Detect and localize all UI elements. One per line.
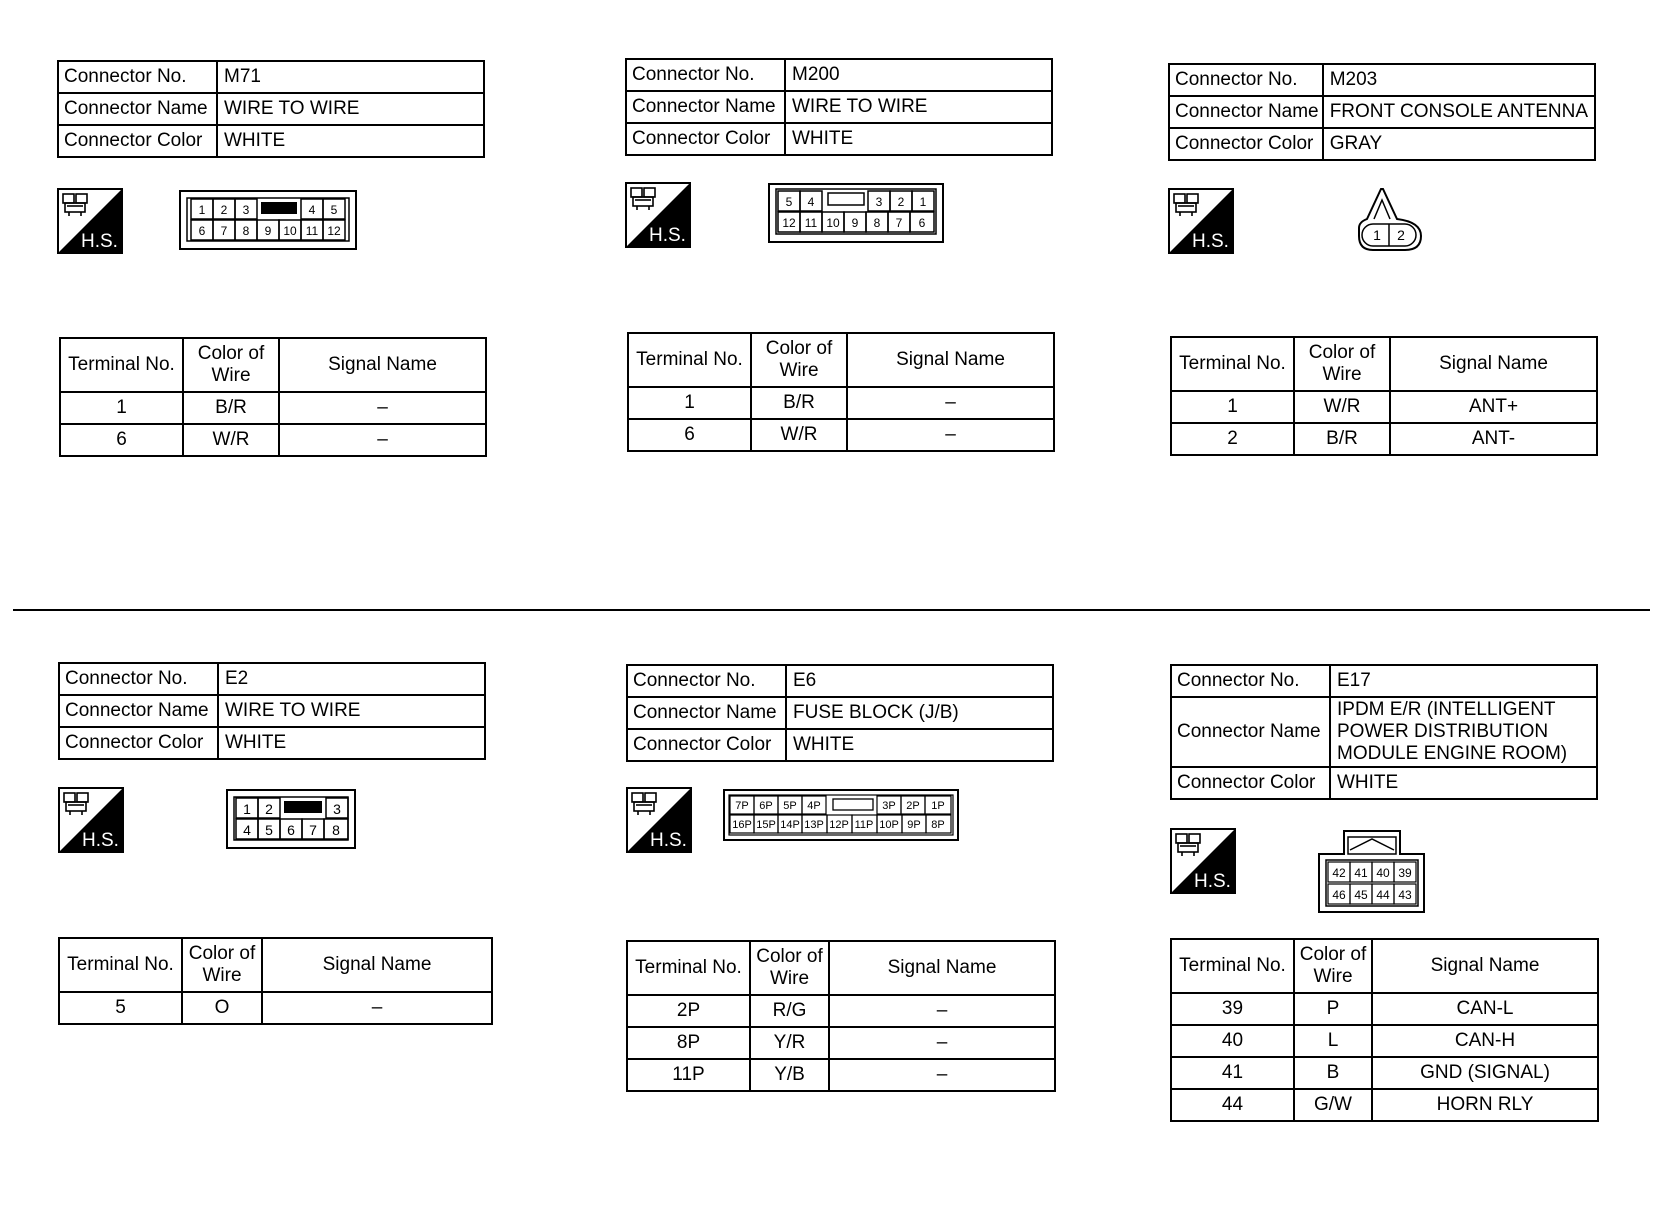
pin-label: 16P: [732, 819, 752, 831]
pin-label: 44: [1376, 888, 1390, 902]
pin-label: 4: [308, 203, 316, 217]
wire-color-cell: Y/B: [750, 1059, 829, 1091]
connector-info-table: [1170, 664, 1598, 800]
pin-label: 11: [305, 224, 319, 238]
pin-label: 12: [782, 216, 796, 230]
table-row: [1171, 1057, 1598, 1089]
pin-label: 5: [330, 203, 338, 217]
terminal-cell: 2P: [627, 995, 750, 1027]
row-connector-name: [59, 695, 485, 727]
connector-name-label: Connector Name: [1169, 96, 1323, 128]
pin-label: 3: [875, 195, 883, 209]
pin-label: 11: [804, 216, 818, 230]
connector-name-label: Connector Name: [626, 91, 785, 123]
connector-no-label: Connector No.: [58, 61, 217, 93]
connector-name-value: WIRE TO WIRE: [218, 695, 485, 727]
connector-panel-m71: [57, 60, 497, 460]
connector-panel-m203: [1168, 63, 1608, 463]
terminal-cell: 11P: [627, 1059, 750, 1091]
terminal-table-header: [1171, 337, 1597, 391]
pin-label: 45: [1354, 888, 1368, 902]
table-row: [627, 995, 1055, 1027]
terminal-cell: 1: [60, 392, 183, 424]
pin-label: 1: [198, 203, 206, 217]
wire-color-cell: L: [1294, 1025, 1372, 1057]
terminal-table: [58, 937, 493, 1025]
connector-no-label: Connector No.: [1169, 64, 1323, 96]
connector-name-value: WIRE TO WIRE: [217, 93, 484, 125]
terminal-cell: 8P: [627, 1027, 750, 1059]
connector-color-label: Connector Color: [58, 125, 217, 157]
row-connector-no: [1169, 64, 1595, 96]
connector-color-label: Connector Color: [1169, 128, 1323, 160]
table-row: [1171, 993, 1598, 1025]
connector-panel-e6: [626, 664, 1066, 1104]
connector-no-label: Connector No.: [59, 663, 218, 695]
signal-cell: –: [279, 424, 486, 456]
pin-label: 1P: [931, 800, 945, 812]
pin-label: 5: [265, 822, 273, 838]
connector-panel-m200: [625, 58, 1065, 458]
pin-label: 7: [309, 822, 317, 838]
connector-name-label: Connector Name: [58, 93, 217, 125]
pin-label: 42: [1332, 866, 1346, 880]
connector-face-diagram: [768, 183, 946, 245]
row-connector-color: [1171, 767, 1597, 799]
wire-color-cell: B/R: [1294, 423, 1390, 455]
signal-cell: –: [262, 992, 492, 1024]
harness-side-icon: [1168, 188, 1234, 254]
terminal-no-header: Terminal No.: [60, 338, 183, 392]
table-row: [627, 1027, 1055, 1059]
connector-name-value: FUSE BLOCK (J/B): [786, 697, 1053, 729]
connector-info-table: [57, 60, 485, 158]
wire-color-header: Color of Wire: [182, 938, 262, 992]
signal-cell: –: [279, 392, 486, 424]
pin-label: 4: [243, 822, 251, 838]
pin-label: 12: [327, 224, 341, 238]
pin-label: 6: [198, 224, 206, 238]
pin-label: 10: [826, 216, 840, 230]
terminal-table-header: [1171, 939, 1598, 993]
wire-color-cell: B/R: [183, 392, 279, 424]
pin-label: 10P: [879, 819, 899, 831]
connector-color-value: WHITE: [217, 125, 484, 157]
terminal-cell: 41: [1171, 1057, 1294, 1089]
row-connector-name: [626, 91, 1052, 123]
wire-color-cell: W/R: [1294, 391, 1390, 423]
pin-label: 1: [1373, 227, 1381, 243]
connector-name-label: Connector Name: [1171, 697, 1330, 767]
wire-color-header: Color of Wire: [751, 333, 847, 387]
wire-color-cell: P: [1294, 993, 1372, 1025]
connector-name-value: WIRE TO WIRE: [785, 91, 1052, 123]
table-row: [1171, 1089, 1598, 1121]
terminal-cell: 5: [59, 992, 182, 1024]
connector-color-value: WHITE: [218, 727, 485, 759]
wire-color-cell: Y/R: [750, 1027, 829, 1059]
connector-name-label: Connector Name: [59, 695, 218, 727]
connector-name-value: IPDM E/R (INTELLIGENT POWER DISTRIBUTION MODULE ENGINE ROOM): [1330, 697, 1597, 767]
wire-color-header: Color of Wire: [183, 338, 279, 392]
pin-label: 40: [1376, 866, 1390, 880]
pin-label: 8: [242, 224, 250, 238]
harness-side-icon: [1170, 828, 1236, 894]
signal-cell: –: [847, 419, 1054, 451]
row-connector-color: [626, 123, 1052, 155]
terminal-no-header: Terminal No.: [627, 941, 750, 995]
connector-face-diagram: [1318, 830, 1426, 914]
connector-panel-e17: [1170, 664, 1610, 1144]
terminal-cell: 6: [628, 419, 751, 451]
signal-cell: –: [847, 387, 1054, 419]
terminal-cell: 1: [628, 387, 751, 419]
connector-color-label: Connector Color: [626, 123, 785, 155]
terminal-no-header: Terminal No.: [1171, 939, 1294, 993]
row-connector-no: [58, 61, 484, 93]
pin-label: 7P: [735, 800, 749, 812]
wire-color-header: Color of Wire: [750, 941, 829, 995]
row-connector-no: [627, 665, 1053, 697]
terminal-table-header: [628, 333, 1054, 387]
connector-no-label: Connector No.: [626, 59, 785, 91]
wire-color-cell: G/W: [1294, 1089, 1372, 1121]
connector-info-table: [626, 664, 1054, 762]
pin-label: 9: [851, 216, 859, 230]
pin-label: 3P: [882, 800, 896, 812]
connector-color-value: WHITE: [785, 123, 1052, 155]
terminal-table: [627, 332, 1055, 452]
row-connector-no: [1171, 665, 1597, 697]
terminal-no-header: Terminal No.: [628, 333, 751, 387]
signal-name-header: Signal Name: [262, 938, 492, 992]
wire-color-cell: O: [182, 992, 262, 1024]
terminal-table: [59, 337, 487, 457]
row-connector-name: [58, 93, 484, 125]
pin-label: 8: [332, 822, 340, 838]
harness-side-icon: [58, 787, 124, 853]
pin-label: 10: [283, 224, 297, 238]
pin-label: 2: [220, 203, 228, 217]
signal-cell: ANT+: [1390, 391, 1597, 423]
pin-label: 8P: [931, 819, 945, 831]
terminal-cell: 6: [60, 424, 183, 456]
connector-info-table: [58, 662, 486, 760]
pin-label: 43: [1398, 888, 1412, 902]
signal-cell: CAN-H: [1372, 1025, 1598, 1057]
row-connector-no: [59, 663, 485, 695]
row-connector-color: [1169, 128, 1595, 160]
connector-face-diagram: [179, 190, 359, 252]
terminal-no-header: Terminal No.: [59, 938, 182, 992]
pin-label: 2: [1397, 227, 1405, 243]
pin-label: 4P: [807, 800, 821, 812]
pin-label: 2P: [906, 800, 920, 812]
row-connector-name: [1171, 697, 1597, 767]
connector-color-value: WHITE: [786, 729, 1053, 761]
connector-info-table: [1168, 63, 1596, 161]
connector-color-label: Connector Color: [627, 729, 786, 761]
wire-color-header: Color of Wire: [1294, 337, 1390, 391]
pin-label: 3: [242, 203, 250, 217]
table-row: [628, 387, 1054, 419]
pin-label: 46: [1332, 888, 1346, 902]
row-connector-color: [58, 125, 484, 157]
wire-color-cell: W/R: [751, 419, 847, 451]
terminal-cell: 44: [1171, 1089, 1294, 1121]
connector-no-value: M71: [217, 61, 484, 93]
pin-label: 2: [265, 801, 273, 817]
row-connector-name: [627, 697, 1053, 729]
pin-label: 41: [1354, 866, 1368, 880]
pin-label: 11P: [854, 819, 874, 831]
connector-no-label: Connector No.: [1171, 665, 1330, 697]
pin-label: 5: [785, 195, 793, 209]
terminal-cell: 2: [1171, 423, 1294, 455]
connector-name-label: Connector Name: [627, 697, 786, 729]
connector-face-diagram: [1353, 186, 1427, 256]
signal-cell: –: [829, 995, 1055, 1027]
pin-label: 6P: [759, 800, 773, 812]
row-connector-color: [59, 727, 485, 759]
connector-no-value: E2: [218, 663, 485, 695]
signal-name-header: Signal Name: [279, 338, 486, 392]
signal-cell: GND (SIGNAL): [1372, 1057, 1598, 1089]
signal-cell: CAN-L: [1372, 993, 1598, 1025]
table-row: [1171, 1025, 1598, 1057]
connector-color-value: GRAY: [1323, 128, 1595, 160]
harness-side-icon: [57, 188, 123, 254]
pin-label: 15P: [756, 819, 776, 831]
table-row: [1171, 391, 1597, 423]
table-row: [60, 392, 486, 424]
terminal-table: [1170, 938, 1599, 1122]
connector-color-label: Connector Color: [1171, 767, 1330, 799]
wire-color-cell: W/R: [183, 424, 279, 456]
pin-label: 6: [287, 822, 295, 838]
terminal-cell: 1: [1171, 391, 1294, 423]
pin-label: 1: [243, 801, 251, 817]
pin-label: 12P: [829, 819, 849, 831]
row-connector-name: [1169, 96, 1595, 128]
connector-no-value: E6: [786, 665, 1053, 697]
pin-label: 1: [919, 195, 927, 209]
signal-name-header: Signal Name: [829, 941, 1055, 995]
section-divider: [13, 609, 1650, 611]
pin-label: 7: [895, 216, 903, 230]
terminal-table: [1170, 336, 1598, 456]
row-connector-color: [627, 729, 1053, 761]
harness-side-icon: [626, 787, 692, 853]
signal-cell: ANT-: [1390, 423, 1597, 455]
wire-color-cell: R/G: [750, 995, 829, 1027]
terminal-table: [626, 940, 1056, 1092]
table-row: [628, 419, 1054, 451]
harness-side-icon: [625, 182, 691, 248]
table-row: [627, 1059, 1055, 1091]
table-row: [1171, 423, 1597, 455]
pin-label: 3: [333, 801, 341, 817]
connector-face-diagram: [723, 789, 961, 843]
pin-label: 6: [918, 216, 926, 230]
connector-no-value: M203: [1323, 64, 1595, 96]
pin-label: 39: [1398, 866, 1412, 880]
pin-label: 4: [807, 195, 815, 209]
signal-cell: –: [829, 1027, 1055, 1059]
terminal-cell: 40: [1171, 1025, 1294, 1057]
pin-label: 9P: [907, 819, 921, 831]
terminal-no-header: Terminal No.: [1171, 337, 1294, 391]
terminal-table-header: [60, 338, 486, 392]
pin-label: 14P: [780, 819, 800, 831]
table-row: [59, 992, 492, 1024]
wire-color-cell: B/R: [751, 387, 847, 419]
signal-name-header: Signal Name: [1372, 939, 1598, 993]
connector-name-value: FRONT CONSOLE ANTENNA: [1323, 96, 1595, 128]
signal-cell: HORN RLY: [1372, 1089, 1598, 1121]
connector-no-value: M200: [785, 59, 1052, 91]
wire-color-header: Color of Wire: [1294, 939, 1372, 993]
pin-label: 2: [897, 195, 905, 209]
terminal-cell: 39: [1171, 993, 1294, 1025]
connector-no-label: Connector No.: [627, 665, 786, 697]
pin-label: 8: [873, 216, 881, 230]
connector-face-diagram: [226, 789, 358, 851]
connector-info-table: [625, 58, 1053, 156]
terminal-table-header: [627, 941, 1055, 995]
pin-label: 9: [264, 224, 272, 238]
pin-label: 5P: [783, 800, 797, 812]
table-row: [60, 424, 486, 456]
signal-name-header: Signal Name: [1390, 337, 1597, 391]
pin-label: 7: [220, 224, 228, 238]
terminal-table-header: [59, 938, 492, 992]
row-connector-no: [626, 59, 1052, 91]
signal-cell: –: [829, 1059, 1055, 1091]
connector-color-label: Connector Color: [59, 727, 218, 759]
connector-panel-e2: [58, 662, 498, 1062]
wire-color-cell: B: [1294, 1057, 1372, 1089]
connector-no-value: E17: [1330, 665, 1597, 697]
connector-color-value: WHITE: [1330, 767, 1597, 799]
pin-label: 13P: [804, 819, 824, 831]
signal-name-header: Signal Name: [847, 333, 1054, 387]
